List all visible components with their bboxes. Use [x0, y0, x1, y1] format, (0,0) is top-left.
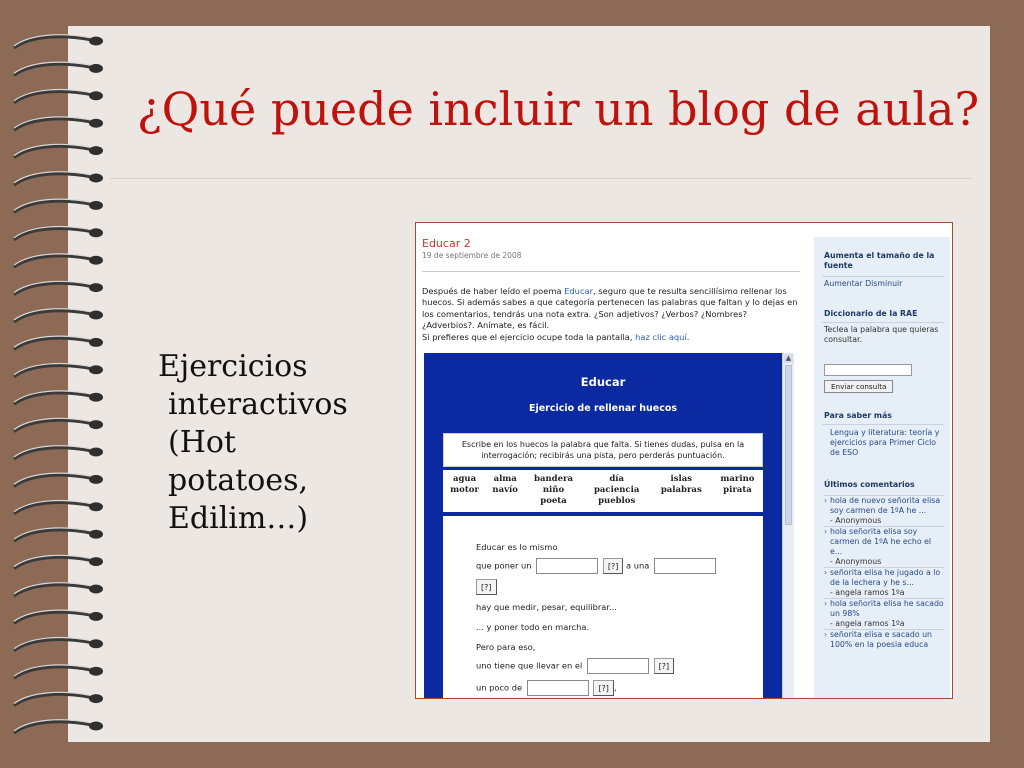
- bullet-text: [158, 348, 398, 538]
- spiral-ring: [14, 364, 103, 377]
- word-bank-word: día: [609, 474, 624, 484]
- comment-link[interactable]: › señorita elisa e sacado un 100% en la poesia educa: [824, 629, 944, 650]
- spiral-ring: [14, 501, 103, 514]
- sidebar-divider: [822, 424, 944, 425]
- spiral-ring: [14, 720, 103, 733]
- spiral-ring: [14, 555, 103, 568]
- exercise-text: ,: [613, 682, 617, 693]
- spiral-binding: [0, 28, 110, 748]
- comment-author: - angela ramos 1ºa: [830, 588, 905, 597]
- rae-heading: Diccionario de la RAE: [824, 309, 918, 318]
- hint-button[interactable]: [?]: [654, 658, 675, 674]
- spiral-ring: [14, 254, 103, 267]
- word-bank-word: navío: [492, 485, 518, 495]
- font-size-links[interactable]: Aumentar Disminuir: [824, 279, 903, 288]
- spiral-ring: [14, 199, 103, 212]
- spiral-ring: [14, 665, 103, 678]
- spiral-ring: [14, 144, 103, 157]
- exercise-title: Educar: [580, 375, 626, 389]
- word-bank-word: bandera: [534, 474, 573, 484]
- saber-heading: Para saber más: [824, 411, 892, 420]
- spiral-ring: [14, 528, 103, 541]
- spiral-ring: [14, 583, 103, 596]
- exercise-line: ... y poner todo en marcha.: [476, 622, 590, 632]
- hint-button[interactable]: [?]: [476, 579, 497, 595]
- post-text: Después de haber leído el poema: [422, 286, 565, 296]
- fullscreen-link[interactable]: haz clic aquí: [635, 331, 687, 342]
- comments-heading: Últimos comentarios: [824, 480, 915, 489]
- spiral-ring: [14, 446, 103, 459]
- spiral-ring: [14, 35, 103, 48]
- word-bank-word: niño: [542, 485, 565, 495]
- scroll-up-icon[interactable]: ▲: [785, 354, 792, 362]
- word-bank: [443, 470, 763, 512]
- post-body: [422, 286, 802, 343]
- post-text: Si prefieres que el ejercicio ocupe toda la pantalla,: [422, 331, 636, 342]
- word-bank-word: pueblos: [598, 496, 636, 506]
- spiral-ring: [14, 336, 103, 349]
- gap-input[interactable]: [536, 558, 598, 574]
- word-bank-word: [651, 496, 712, 507]
- font-size-heading: Aumenta el tamaño de la fuente: [824, 251, 935, 270]
- word-bank-word: marino: [720, 474, 755, 484]
- word-bank-word: [712, 496, 763, 507]
- spiral-ring: [14, 90, 103, 103]
- comments-list-items: [824, 495, 944, 650]
- exercise-text: a una: [625, 560, 650, 571]
- exercise-line: [476, 658, 674, 674]
- bullet-line: Ejercicios: [158, 349, 308, 384]
- exercise-text: uno tiene que llevar en el: [476, 660, 583, 671]
- sidebar-divider: [822, 322, 944, 323]
- post-text: .: [686, 331, 690, 342]
- comment-author: - Anonymous: [830, 516, 882, 525]
- exercise-line: hay que medir, pesar, equilibrar...: [476, 602, 617, 612]
- word-bank-word: islas: [670, 474, 693, 484]
- title-divider: [110, 178, 972, 179]
- spiral-ring: [14, 692, 103, 705]
- exercise-line: [476, 680, 617, 696]
- sidebar-divider: [822, 276, 944, 277]
- scroll-thumb[interactable]: [785, 365, 792, 525]
- comment-author: - Anonymous: [830, 557, 882, 566]
- post-date: 19 de septiembre de 2008: [422, 251, 522, 260]
- rae-text: Teclea la palabra que quieras consultar.: [824, 325, 939, 344]
- hint-button[interactable]: [?]: [603, 558, 624, 574]
- gap-input[interactable]: [654, 558, 716, 574]
- poem-link[interactable]: Educar: [564, 286, 593, 296]
- exercise-line: [476, 558, 718, 574]
- word-bank-table: [443, 474, 763, 507]
- exercise-panel: [424, 353, 782, 699]
- comment-link[interactable]: › hola señorita elisa he sacado un 98%: [824, 598, 944, 619]
- exercise-instructions: Escribe en los huecos la palabra que falta. Si tienes dudas, pulsa en la interrogación; recibirás una pista, pero perderás puntuación.: [443, 433, 763, 467]
- spiral-ring: [14, 172, 103, 185]
- exercise-text: un poco de: [476, 682, 523, 693]
- spiral-ring: [14, 62, 103, 75]
- word-bank-word: [443, 496, 486, 507]
- exercise-line: Educar es lo mismo: [476, 542, 558, 552]
- gap-input[interactable]: [587, 658, 649, 674]
- rae-search-input[interactable]: [824, 364, 912, 376]
- spiral-ring: [14, 117, 103, 130]
- exercise-text: que poner un: [476, 560, 532, 571]
- hint-button[interactable]: [?]: [593, 680, 614, 696]
- word-bank-word: poeta: [540, 496, 567, 506]
- bullet-line: interactivos: [168, 387, 348, 422]
- bullet-line: (Hot: [168, 425, 236, 460]
- comment-link[interactable]: › hola señorita elisa soy carmen de 1ºA he echo el e...: [824, 526, 944, 557]
- saber-link-text[interactable]: Lengua y literatura: teoría y ejercicios para Primer Ciclo de ESO: [830, 428, 940, 457]
- spiral-ring: [14, 309, 103, 322]
- slide-title: ¿Qué puede incluir un blog de aula?: [137, 82, 980, 136]
- word-bank-word: alma: [493, 474, 517, 484]
- post-divider: [422, 271, 800, 272]
- saber-link[interactable]: [824, 428, 944, 458]
- rae-submit-button[interactable]: Enviar consulta: [824, 380, 893, 393]
- post-title[interactable]: Educar 2: [422, 237, 471, 250]
- spiral-ring: [14, 227, 103, 240]
- spiral-ring: [14, 638, 103, 651]
- spiral-ring: [14, 610, 103, 623]
- word-bank-word: palabras: [660, 485, 702, 495]
- bullet-line: Edilim…): [168, 501, 309, 536]
- word-bank-word: pirata: [723, 485, 752, 495]
- exercise-scrollbar[interactable]: [782, 353, 794, 699]
- comment-author: - angela ramos 1ºa: [830, 619, 905, 628]
- spiral-ring: [14, 391, 103, 404]
- bullet-line: potatoes,: [168, 463, 309, 498]
- word-bank-word: motor: [450, 485, 479, 495]
- comment-link[interactable]: › señorita elisa he jugado a lo de la lechera y he s...: [824, 567, 944, 588]
- comment-link[interactable]: › hola de nuevo señorita elisa soy carmen de 1ºA he ...: [824, 495, 944, 516]
- spiral-ring: [14, 473, 103, 486]
- blog-screenshot: [415, 222, 953, 699]
- exercise-subtitle: Ejercicio de rellenar huecos: [528, 403, 678, 414]
- gap-input[interactable]: [527, 680, 589, 696]
- exercise-frame: [424, 353, 794, 699]
- post-text: , seguro que te resulta sencillísimo rellenar los huecos. Si además sabes a que categoría pertenecen las palabras que faltan y lo dejas en los comentarios, tendrás una nota extra. ¿Son adjetivos? ¿Verbos? ¿Nombres? ¿Adverbios?. Anímate, es fácil.: [422, 286, 798, 331]
- spiral-ring: [14, 418, 103, 431]
- exercise-line: Pero para eso,: [476, 642, 536, 652]
- blog-sidebar: [814, 237, 950, 699]
- comments-list: [824, 495, 944, 650]
- spiral-ring: [14, 281, 103, 294]
- word-bank-word: paciencia: [593, 485, 640, 495]
- word-bank-word: [486, 496, 524, 507]
- exercise-line: [476, 579, 497, 595]
- word-bank-word: agua: [452, 474, 477, 484]
- exercise-text-area: [443, 516, 763, 699]
